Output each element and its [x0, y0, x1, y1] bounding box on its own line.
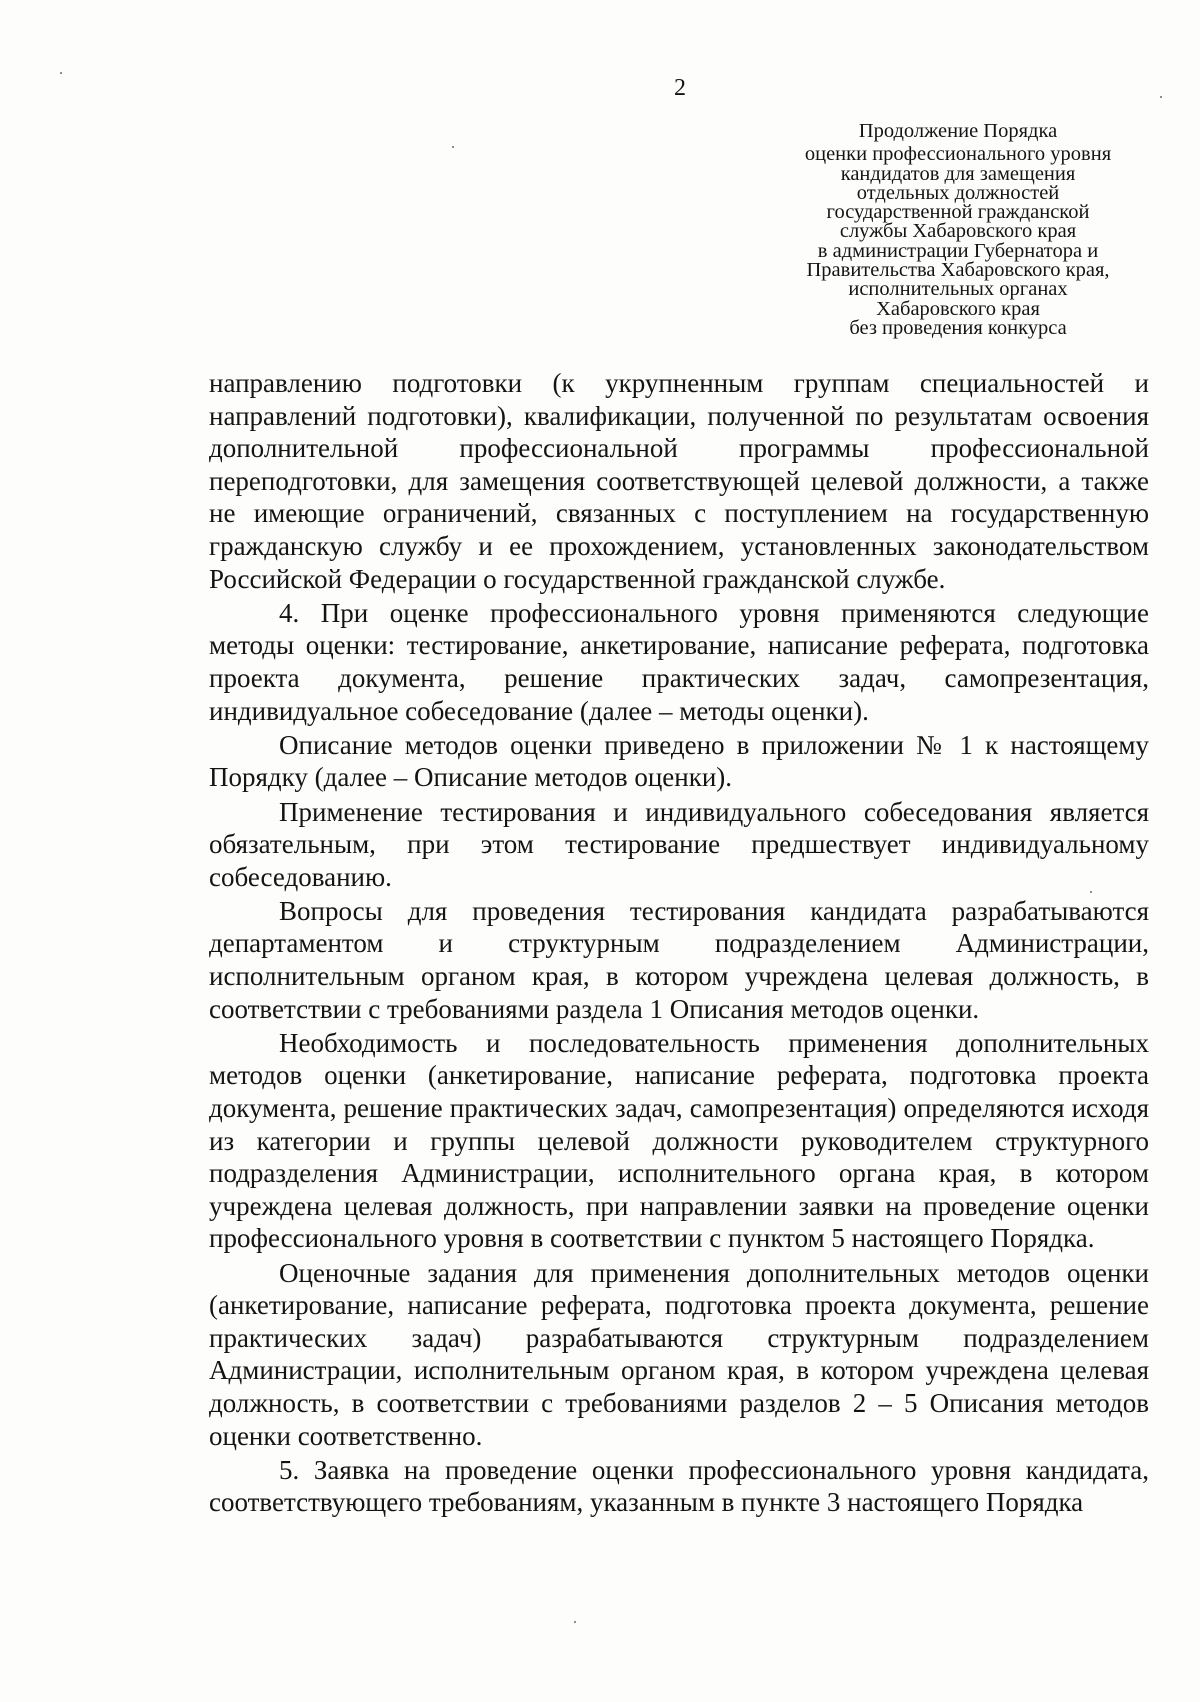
header-line: отдельных должностей [856, 181, 1060, 204]
header-line: в администрации Губернатора и [817, 239, 1099, 262]
body-text [209, 367, 1149, 1521]
scan-speck [60, 72, 62, 74]
header-caption [778, 122, 1138, 338]
paragraph-item-4: 4. При оценке профессионального уровня применяются следующие методы оценки: тестирование, анкетирование, написание реферата, подготовка проекта документа, решение практических задач, самопрезентация, индивидуальное собеседование (далее – методы оценки). [209, 597, 1149, 726]
scan-speck [452, 146, 454, 148]
paragraph: Описание методов оценки приведено в приложении № 1 к настоящему Порядку (далее – Описание методов оценки). [209, 729, 1149, 793]
paragraph: Оценочные задания для применения дополнительных методов оценки (анкетирование, написание реферата, подготовка проекта документа, решение практических задач) разрабатываются структурным подразделением Администрации, исполнительным органом края, в котором учреждена целевая должность, в соответствии с требованиями разделов 2 – 5 Описания методов оценки соответственно. [209, 1257, 1149, 1451]
paragraph-continuation: направлению подготовки (к укрупненным группам специальностей и направлений подготовки), квалификации, полученной по результатам освоения дополнительной профессиональной программы профессиональной переподготовки, для замещения соответствующей целевой должности, а также не имеющие ограничений, связанных с поступлением на государственную гражданскую службу и ее прохождением, установленных законодательством Российской Федерации о государственной гражданской службе. [209, 368, 1149, 594]
header-line: службы Хабаровского края [839, 220, 1077, 243]
scan-speck [1090, 891, 1092, 893]
scan-speck [1160, 96, 1162, 98]
scan-speck [574, 1621, 576, 1623]
header-line: оценки профессионального уровня [804, 143, 1112, 166]
paragraph: Применение тестирования и индивидуального собеседования является обязательным, при этом тестирование предшествует индивидуальному собеседованию. [209, 796, 1149, 892]
paragraph-item-5: 5. Заявка на проведение оценки профессионального уровня кандидата, соответствующего требованиям, указанным в пункте 3 настоящего Порядка [209, 1454, 1149, 1518]
header-line: кандидатов для замещения [840, 162, 1076, 185]
header-line: без проведения конкурса [849, 316, 1067, 339]
page-number: 2 [674, 75, 686, 101]
header-line: исполнительных органах [848, 278, 1068, 301]
paragraph: Вопросы для проведения тестирования кандидата разрабатываются департаментом и структурным подразделением Администрации, исполнительным органом края, в котором учреждена целевая должность, в соответствии с требованиями раздела 1 Описания методов оценки. [209, 895, 1149, 1024]
header-line: Продолжение Порядка [858, 120, 1058, 142]
paragraph: Необходимость и последовательность применения дополнительных методов оценки (анкетирование, написание реферата, подготовка проекта документа, решение практических задач, самопрезентация) определяются исходя из категории и группы целевой должности руководителем структурного подразделения Администрации, исполнительного органа края, в котором учреждена целевая должность, при направлении заявки на проведение оценки профессионального уровня в соответствии с пунктом 5 настоящего Порядка. [209, 1027, 1149, 1254]
header-line: государственной гражданской [826, 201, 1090, 224]
header-line: Хабаровского края [876, 297, 1040, 320]
header-line: Правительства Хабаровского края, [806, 259, 1110, 282]
